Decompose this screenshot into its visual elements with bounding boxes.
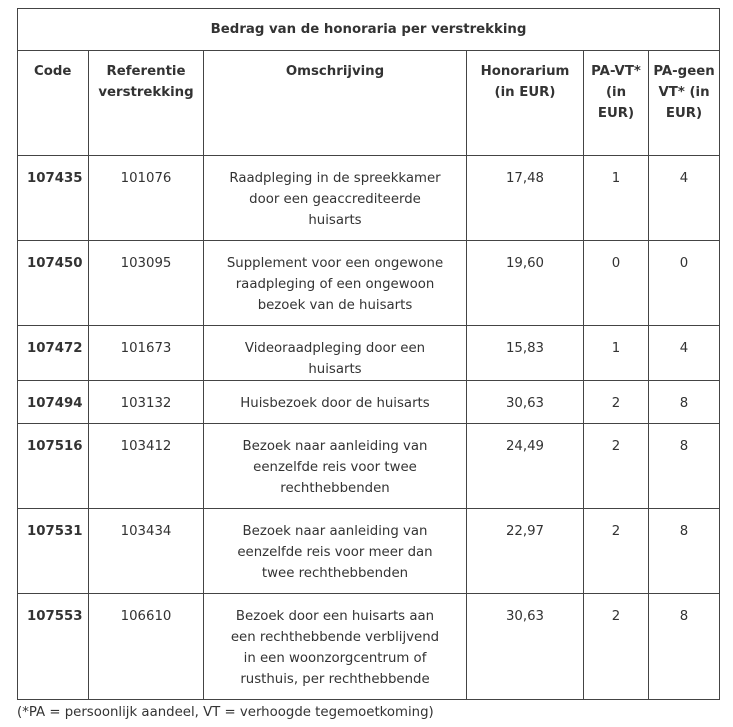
cell-code: 107450 <box>18 241 89 326</box>
cell-pa-vt: 1 <box>584 156 649 241</box>
cell-fee: 22,97 <box>467 509 584 594</box>
cell-pa-vt: 2 <box>584 509 649 594</box>
fee-table <box>17 8 720 700</box>
header-pa-vt: PA-VT* (in EUR) <box>584 51 649 156</box>
table-row <box>18 241 720 326</box>
cell-fee: 24,49 <box>467 424 584 509</box>
cell-reference: 106610 <box>89 594 204 700</box>
cell-code: 107553 <box>18 594 89 700</box>
cell-code: 107435 <box>18 156 89 241</box>
table-title: Bedrag van de honoraria per verstrekking <box>18 9 720 51</box>
cell-description: Bezoek naar aanleiding van eenzelfde reis voor twee rechthebbenden <box>204 424 467 509</box>
table-row <box>18 594 720 700</box>
cell-pa-no-vt: 0 <box>649 241 720 326</box>
cell-fee: 19,60 <box>467 241 584 326</box>
cell-code: 107516 <box>18 424 89 509</box>
header-description: Omschrijving <box>204 51 467 156</box>
header-fee: Honorarium (in EUR) <box>467 51 584 156</box>
cell-description: Raadpleging in de spreekkamer door een geaccrediteerde huisarts <box>204 156 467 241</box>
cell-fee: 30,63 <box>467 594 584 700</box>
cell-pa-vt: 2 <box>584 381 649 424</box>
cell-pa-vt: 2 <box>584 594 649 700</box>
cell-description: Supplement voor een ongewone raadpleging of een ongewoon bezoek van de huisarts <box>204 241 467 326</box>
table-row <box>18 381 720 424</box>
cell-code: 107472 <box>18 326 89 381</box>
cell-pa-no-vt: 8 <box>649 424 720 509</box>
cell-pa-no-vt: 4 <box>649 326 720 381</box>
cell-pa-vt: 2 <box>584 424 649 509</box>
header-reference: Referentie verstrekking <box>89 51 204 156</box>
cell-reference: 101673 <box>89 326 204 381</box>
cell-reference: 103412 <box>89 424 204 509</box>
cell-reference: 103434 <box>89 509 204 594</box>
cell-pa-vt: 1 <box>584 326 649 381</box>
table-row <box>18 326 720 381</box>
cell-fee: 17,48 <box>467 156 584 241</box>
cell-pa-vt: 0 <box>584 241 649 326</box>
cell-pa-no-vt: 8 <box>649 509 720 594</box>
cell-reference: 101076 <box>89 156 204 241</box>
cell-fee: 30,63 <box>467 381 584 424</box>
cell-code: 107494 <box>18 381 89 424</box>
header-row <box>18 51 720 156</box>
table-row <box>18 509 720 594</box>
table-row <box>18 156 720 241</box>
cell-reference: 103095 <box>89 241 204 326</box>
footnote: (*PA = persoonlijk aandeel, VT = verhoogde tegemoetkoming) <box>17 705 434 720</box>
cell-code: 107531 <box>18 509 89 594</box>
cell-fee: 15,83 <box>467 326 584 381</box>
cell-pa-no-vt: 8 <box>649 381 720 424</box>
cell-description: Bezoek door een huisarts aan een rechthebbende verblijvend in een woonzorgcentrum of rusthuis, per rechthebbende <box>204 594 467 700</box>
cell-pa-no-vt: 8 <box>649 594 720 700</box>
cell-description: Videoraadpleging door een huisarts <box>204 326 467 381</box>
cell-description: Huisbezoek door de huisarts <box>204 381 467 424</box>
cell-description: Bezoek naar aanleiding van eenzelfde reis voor meer dan twee rechthebbenden <box>204 509 467 594</box>
table-row <box>18 424 720 509</box>
header-code: Code <box>18 51 89 156</box>
fee-table-container <box>17 8 719 700</box>
header-pa-no-vt: PA-geen VT* (in EUR) <box>649 51 720 156</box>
cell-reference: 103132 <box>89 381 204 424</box>
cell-pa-no-vt: 4 <box>649 156 720 241</box>
